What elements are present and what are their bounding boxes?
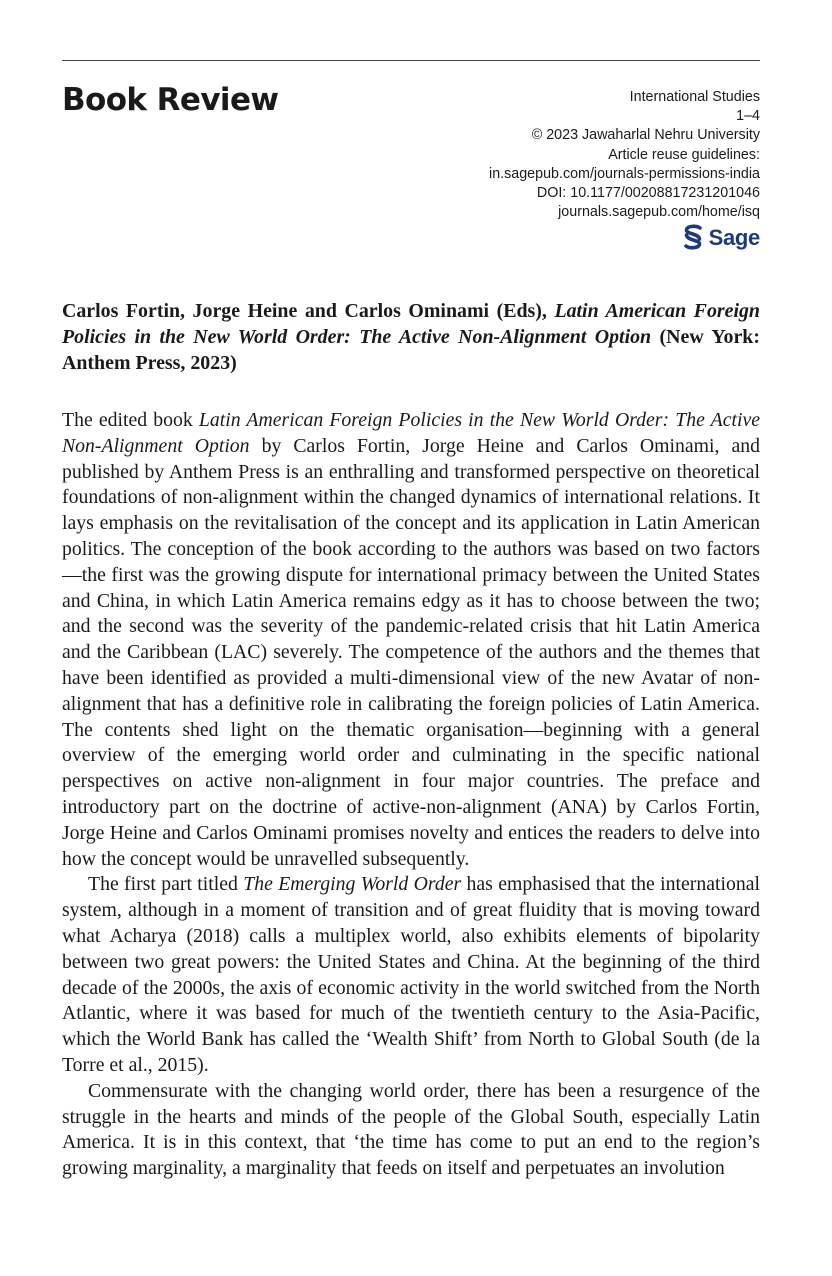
book-publication: (New York: Anthem Press, 2023) (62, 326, 760, 374)
book-title: Latin American Foreign Policies in the New World Order: The Active Non-Alignment Option (62, 300, 760, 348)
top-rule (62, 60, 760, 61)
paragraph-2-part-title: The Emerging World Order (243, 873, 462, 896)
sage-wordmark: Sage (708, 224, 760, 250)
journal-url[interactable]: journals.sagepub.com/home/isq (558, 204, 760, 221)
book-citation (62, 298, 760, 376)
paragraph-2-text: has emphasised that the international system, although in a moment of transition and of great fluidity that is moving toward what Acharya (2018) calls a multiplex world, also exhibits elements of bipolarity between two great powers: the United States and China. At the beginning of the third decade of the 2000s, the axis of economic activity in the world switched from the North Atlantic, where it was based for much of the twentieth century to the Asia-Pacific, which the World Bank has called the ‘Wealth Shift’ from North to Global South (de la Torre et al., 2015). (62, 873, 760, 1076)
reuse-label: Article reuse guidelines: (608, 146, 760, 163)
sage-logo (489, 224, 760, 250)
paragraph-1-intro: The edited book (62, 409, 199, 431)
review-body (62, 408, 760, 1182)
sage-s-icon (683, 224, 703, 250)
paragraph-2 (62, 872, 760, 1078)
paragraph-2-intro: The first part titled (88, 873, 244, 896)
page-range: 1–4 (736, 108, 760, 125)
page (62, 0, 760, 1276)
paragraph-1 (62, 408, 760, 872)
doi[interactable]: DOI: 10.1177/00208817231201046 (536, 185, 760, 202)
paragraph-1-book-title: Latin American Foreign Policies in the New World Order: The Active Non-Alignment Option (62, 409, 760, 457)
paragraph-3: Commensurate with the changing world order, there has been a resurgence of the struggle in the hearts and minds of the people of the Global South, especially Latin America. It is in this context, that ‘the time has come to put an end to the region’s growing marginality, a marginality that feeds on itself and perpetuates an involution (62, 1079, 760, 1180)
reuse-link[interactable]: in.sagepub.com/journals-permissions-india (489, 165, 760, 182)
section-title: Book Review (62, 82, 279, 118)
journal-name: International Studies (629, 89, 760, 105)
journal-meta (489, 88, 760, 250)
book-authors: Carlos Fortin, Jorge Heine and Carlos Ominami (Eds), (62, 300, 555, 322)
copyright: © 2023 Jawaharlal Nehru University (531, 127, 760, 144)
paragraph-1-text: by Carlos Fortin, Jorge Heine and Carlos Ominami, and published by Anthem Press is an enthralling and transformed perspective on theoretical foundations of non-alignment within the changed dynamics of international relations. It lays emphasis on the revitalisation of the concept and its application in Latin American politics. The conception of the book according to the authors was based on two factors—the first was the growing dispute for international primacy between the United States and China, in which Latin America remains edgy as it has to choose between the two; and the second was the severity of the pandemic-related crisis that hit Latin America and the Caribbean (LAC) severely. The competence of the authors and the themes that have been identified as provided a multi-dimensional view of the new Avatar of non-alignment that has a definitive role in calibrating the foreign policies of Latin America. The contents shed light on the thematic organisation—beginning with a general overview of the emerging world order and culminating in the specific national perspectives on active non-alignment in four major countries. The preface and introductory part on the doctrine of active-non-alignment (ANA) by Carlos Fortin, Jorge Heine and Carlos Ominami promises novelty and entices the readers to delve into how the concept would be unravelled subsequently. (62, 434, 760, 870)
